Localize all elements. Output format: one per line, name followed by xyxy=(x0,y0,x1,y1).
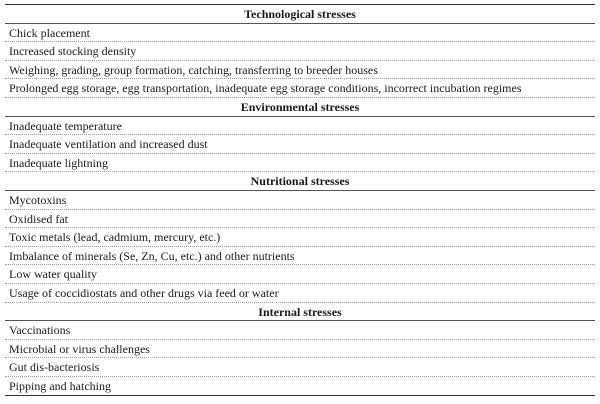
section-heading: Technological stresses xyxy=(5,5,595,24)
section-nutritional xyxy=(5,172,595,302)
table-row: Toxic metals (lead, cadmium, mercury, etc.) xyxy=(5,228,595,247)
table-row: Increased stocking density xyxy=(5,42,595,61)
table-row: Usage of coccidiostats and other drugs via feed or water xyxy=(5,284,595,303)
table-row: Inadequate temperature xyxy=(5,117,595,136)
table-row: Gut dis-bacteriosis xyxy=(5,358,595,377)
table-row: Inadequate ventilation and increased dust xyxy=(5,135,595,154)
table-row: Vaccinations xyxy=(5,321,595,340)
section-heading: Nutritional stresses xyxy=(5,172,595,191)
section-internal xyxy=(5,303,595,396)
section-heading: Environmental stresses xyxy=(5,98,595,117)
table-row: Low water quality xyxy=(5,265,595,284)
table-row: Prolonged egg storage, egg transportation, inadequate egg storage conditions, incorrect incubation regimes xyxy=(5,79,595,98)
section-heading: Internal stresses xyxy=(5,303,595,322)
table-row: Pipping and hatching xyxy=(9,378,111,393)
section-technological xyxy=(5,5,595,98)
table-row: Chick placement xyxy=(5,24,595,43)
table-row: Microbial or virus challenges xyxy=(5,340,595,359)
stress-table xyxy=(5,4,595,396)
section-environmental xyxy=(5,98,595,172)
table-row: Inadequate lightning xyxy=(5,154,595,173)
table-row: Oxidised fat xyxy=(5,210,595,229)
table-row: Mycotoxins xyxy=(5,191,595,210)
table-row: Weighing, grading, group formation, catching, transferring to breeder houses xyxy=(5,61,595,80)
table-row: Imbalance of minerals (Se, Zn, Cu, etc.) and other nutrients xyxy=(5,247,595,266)
